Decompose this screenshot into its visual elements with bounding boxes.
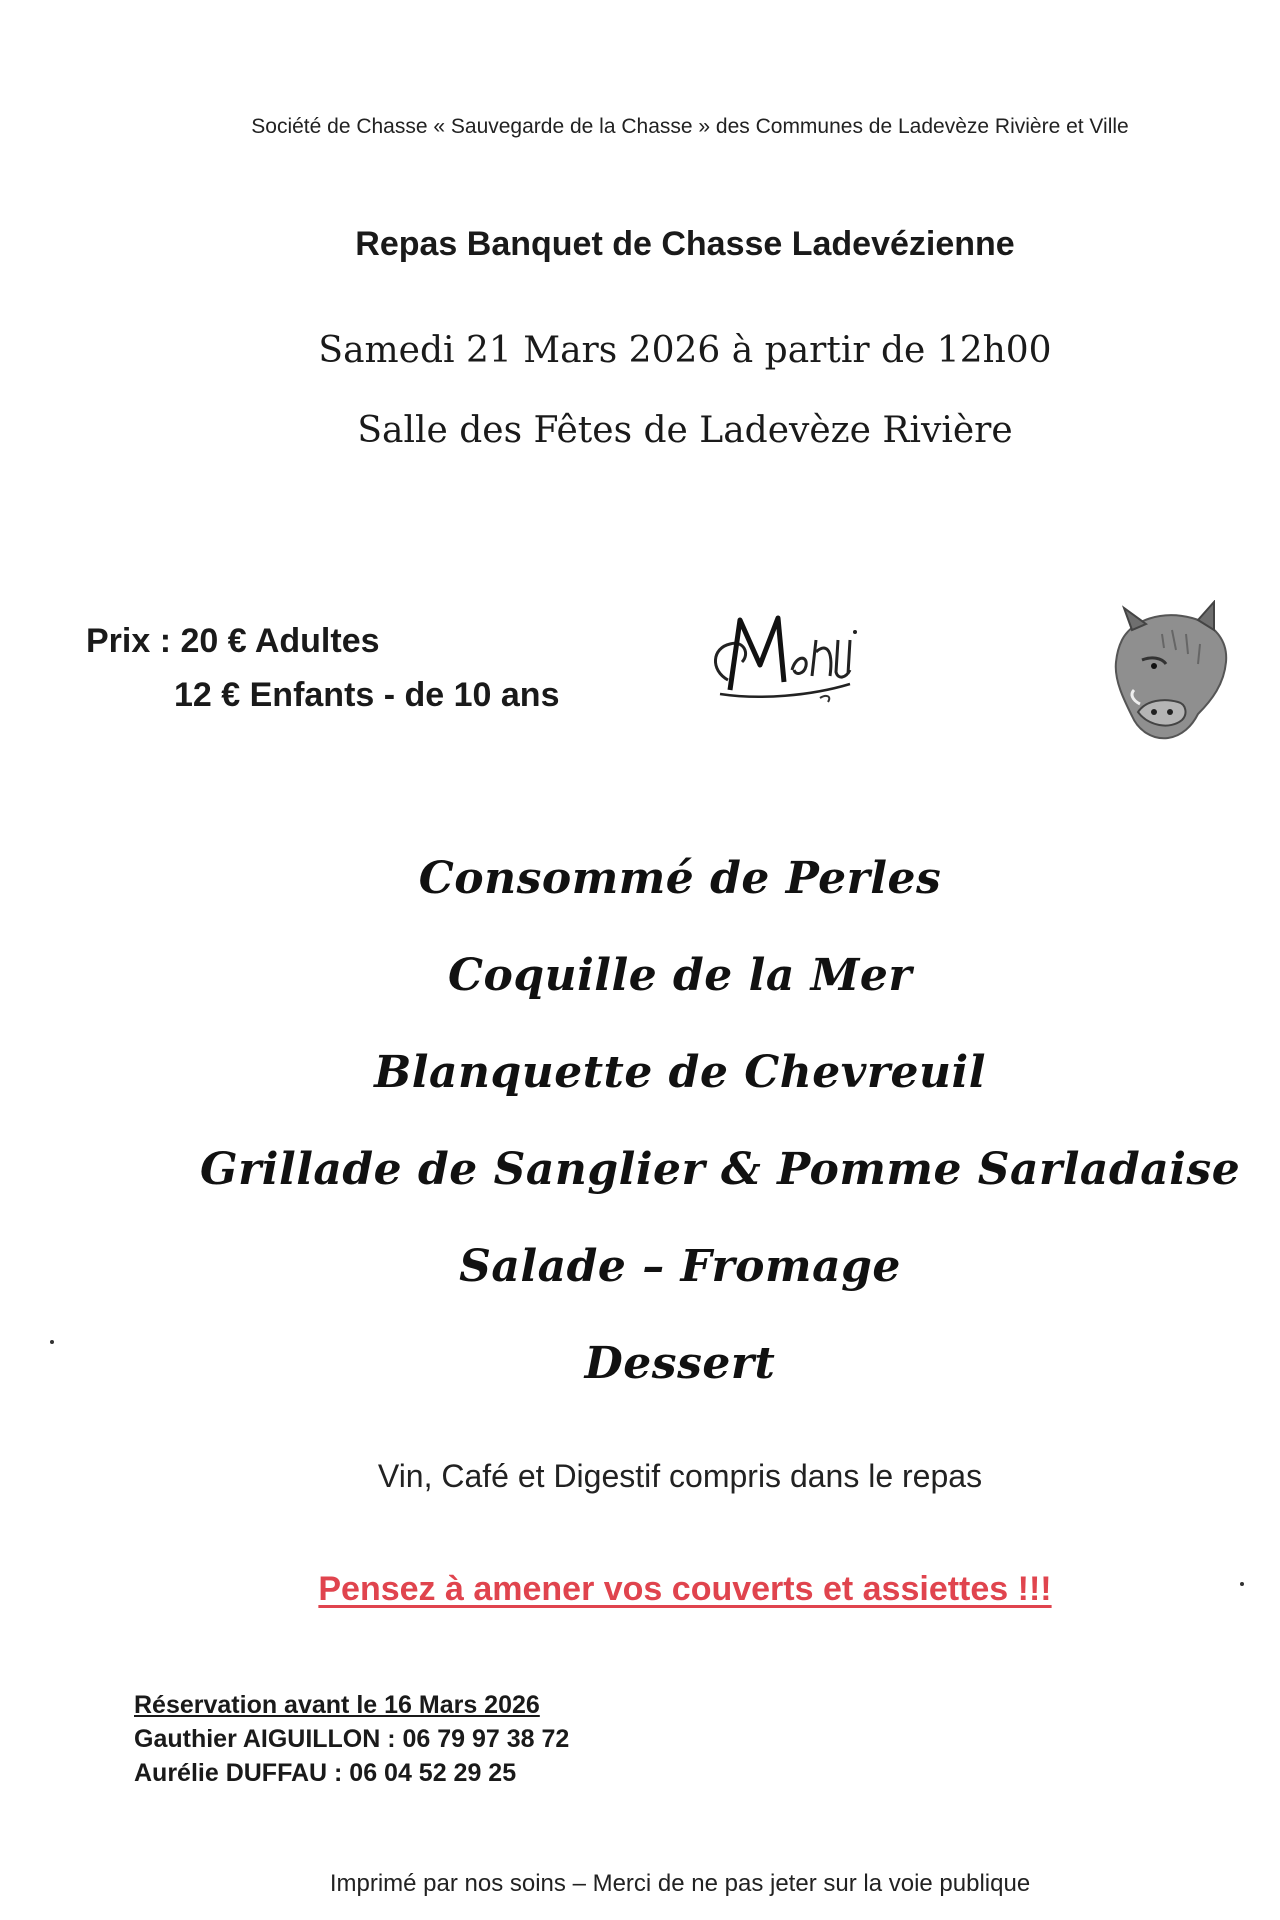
boar-head-icon	[1102, 600, 1242, 760]
reservation-contact: Aurélie DUFFAU : 06 04 52 29 25	[134, 1759, 517, 1787]
menu-item: Grillade de Sanglier & Pomme Sarladaise	[200, 1144, 1241, 1195]
event-title: Repas Banquet de Chasse Ladevézienne	[355, 225, 1015, 263]
reservation-title: Réservation avant le 16 Mars 2026	[134, 1691, 540, 1719]
price-adult: Prix : 20 € Adultes	[86, 622, 380, 660]
footer-note: Imprimé par nos soins – Merci de ne pas jeter sur la voie publique	[329, 1870, 1031, 1897]
menu-item: Coquille de la Mer	[447, 950, 913, 1001]
society-name: Société de Chasse « Sauvegarde de la Chasse » des Communes de Ladevèze Rivière et Ville	[251, 115, 1129, 138]
menu-script-logo	[700, 600, 870, 710]
included-note: Vin, Café et Digestif compris dans le repas	[377, 1458, 983, 1494]
menu-item: Dessert	[584, 1338, 776, 1389]
price-child: 12 € Enfants - de 10 ans	[174, 676, 560, 714]
menu-item: Consommé de Perles	[418, 853, 942, 904]
reservation-contact: Gauthier AIGUILLON : 06 79 97 38 72	[134, 1725, 570, 1753]
event-venue: Salle des Fêtes de Ladevèze Rivière	[357, 410, 1013, 451]
scan-speck	[50, 1340, 54, 1344]
menu-list	[200, 830, 1241, 1412]
event-date: Samedi 21 Mars 2026 à partir de 12h00	[318, 330, 1052, 371]
notice-label: Pensez à amener vos couverts et assiettes !!!	[318, 1570, 1052, 1608]
menu-item: Blanquette de Chevreuil	[374, 1047, 986, 1098]
notice-text	[260, 1570, 1110, 1609]
scan-speck	[1240, 1582, 1244, 1586]
reservation-block	[134, 1688, 569, 1790]
menu-item: Salade – Fromage	[459, 1241, 901, 1292]
